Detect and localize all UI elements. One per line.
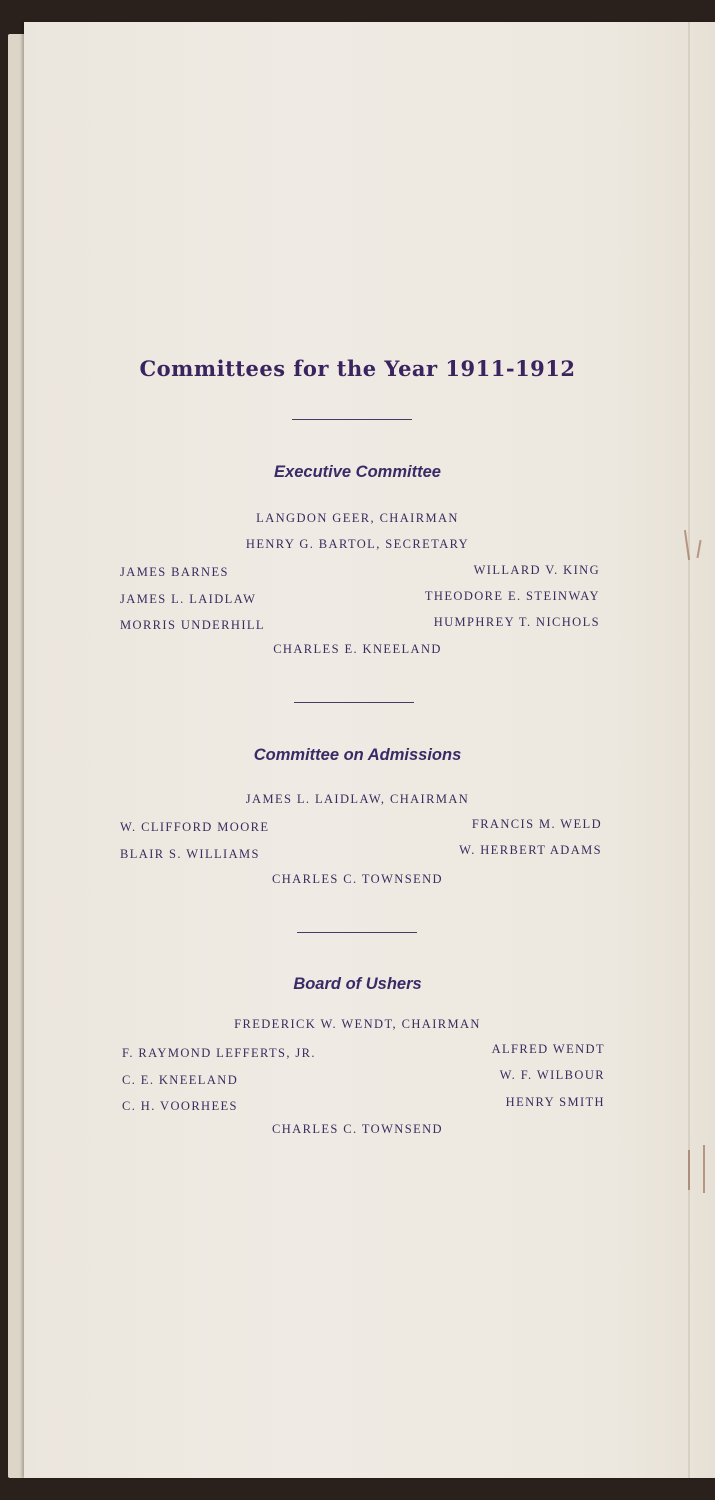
- paper-blemish: [688, 1150, 690, 1190]
- member-name: BLAIR S. WILLIAMS: [120, 847, 260, 861]
- member-name: WILLARD V. KING: [473, 563, 600, 577]
- section-title-board-of-ushers: Board of Ushers: [293, 975, 422, 993]
- paper-blemish: [703, 1145, 705, 1193]
- admissions-chairman: JAMES L. LAIDLAW, CHAIRMAN: [245, 792, 470, 806]
- member-name: HENRY SMITH: [505, 1095, 605, 1109]
- section-title-executive-committee: Executive Committee: [274, 463, 441, 481]
- section-title-committee-on-admissions: Committee on Admissions: [253, 746, 462, 764]
- ushers-chairman: FREDERICK W. WENDT, CHAIRMAN: [234, 1017, 481, 1031]
- member-name: JAMES L. LAIDLAW: [120, 592, 257, 606]
- member-name: MORRIS UNDERHILL: [120, 618, 265, 632]
- ushers-closing-member: CHARLES C. TOWNSEND: [272, 1122, 443, 1136]
- divider: [294, 702, 414, 703]
- page-title: Committees for the Year 1911-1912: [139, 356, 576, 381]
- executive-closing-member: CHARLES E. KNEELAND: [273, 642, 442, 656]
- divider: [292, 419, 412, 420]
- member-name: C. E. KNEELAND: [122, 1073, 239, 1087]
- member-name: C. H. VOORHEES: [122, 1099, 238, 1113]
- member-name: ALFRED WENDT: [491, 1042, 605, 1056]
- member-name: F. RAYMOND LEFFERTS, JR.: [122, 1046, 316, 1060]
- admissions-closing-member: CHARLES C. TOWNSEND: [272, 872, 443, 886]
- member-name: JAMES BARNES: [120, 565, 229, 579]
- executive-chairman: LANGDON GEER, CHAIRMAN: [256, 511, 459, 525]
- member-name: THEODORE E. STEINWAY: [424, 589, 600, 603]
- divider: [297, 932, 417, 933]
- member-name: HUMPHREY T. NICHOLS: [433, 615, 600, 629]
- member-name: W. CLIFFORD MOORE: [120, 820, 270, 834]
- member-name: FRANCIS M. WELD: [471, 817, 602, 831]
- executive-secretary: HENRY G. BARTOL, SECRETARY: [245, 537, 470, 551]
- member-name: W. HERBERT ADAMS: [459, 843, 602, 857]
- member-name: W. F. WILBOUR: [499, 1068, 605, 1082]
